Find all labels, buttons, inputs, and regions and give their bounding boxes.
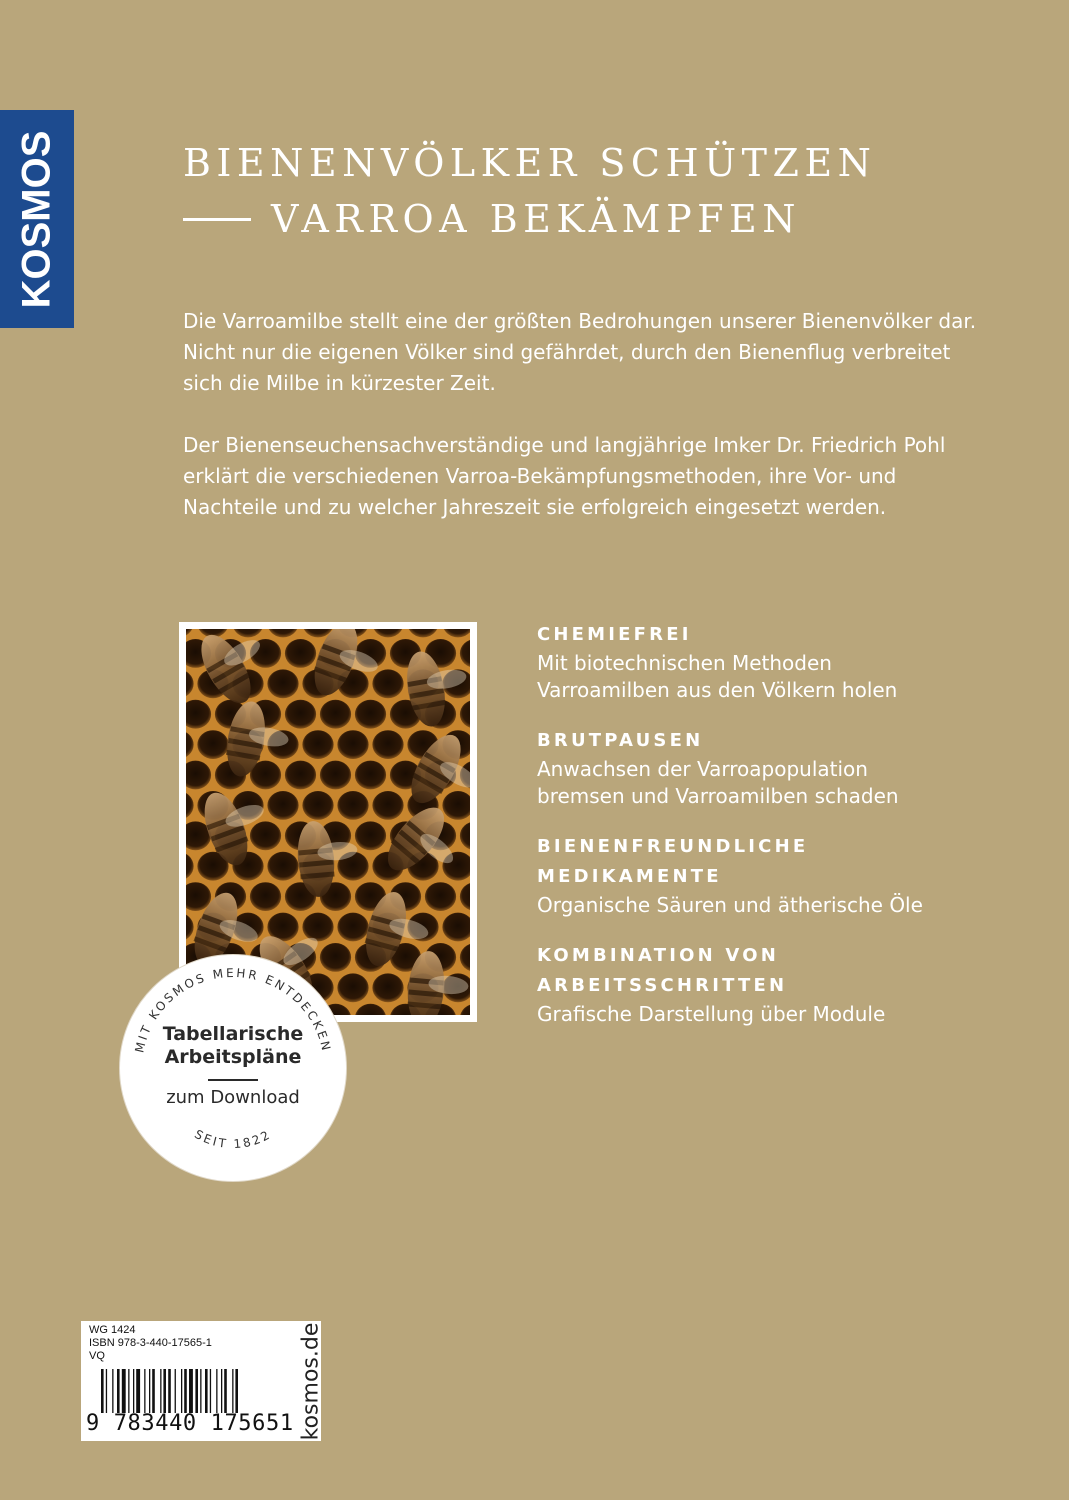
honeycomb-cell — [197, 730, 228, 759]
barcode-bar — [133, 1369, 134, 1413]
honeycomb-cell — [285, 639, 316, 668]
barcode-wg: WG 1424 — [89, 1324, 136, 1336]
barcode-bar — [136, 1369, 140, 1413]
honeycomb-cell — [320, 761, 351, 790]
feature-text: Mit biotechnischen Methoden Varroamilben aus den Völkern holen — [537, 651, 898, 702]
honeycomb-cell — [355, 761, 386, 790]
site-url-text: kosmos.de — [298, 1322, 324, 1440]
barcode-bar — [200, 1369, 201, 1413]
feature-item — [537, 941, 1017, 1028]
barcode-icon — [101, 1369, 293, 1417]
feature-item — [537, 620, 1017, 704]
barcode-bar — [117, 1369, 120, 1413]
barcode-code: VQ — [89, 1350, 105, 1362]
barcode-bar — [128, 1369, 129, 1413]
badge-arc-top: MIT KOSMOS MEHR ENTDECKEN — [132, 965, 334, 1055]
intro-paragraph-1: Die Varroamilbe stellt eine der größten Bedrohungen unserer Bienenvölker dar. Nicht nur die eigenen Völker sind gefährdet, durch den Bienenflug verbreitet sich die Milbe in kürzester Zeit. — [183, 309, 977, 395]
barcode-bar — [175, 1369, 176, 1413]
honeycomb-cell — [337, 730, 368, 759]
honeycomb-cell — [425, 882, 456, 911]
feature-title: BRUTPAUSEN — [537, 730, 704, 751]
badge-title: Tabellarische Arbeitspläne — [162, 1023, 304, 1068]
honeycomb-cell — [267, 791, 298, 820]
honeycomb-cell — [320, 700, 351, 729]
honeycomb-cell — [372, 669, 403, 698]
headline-line-1: BIENENVÖLKER SCHÜTZEN — [183, 141, 877, 185]
badge-divider — [208, 1079, 258, 1081]
honeycomb-cell — [302, 913, 333, 942]
barcode-bar — [216, 1369, 217, 1413]
feature-title: CHEMIEFREI — [537, 624, 692, 645]
barcode-bar — [152, 1369, 155, 1413]
honeycomb-cell — [372, 730, 403, 759]
feature-text: Organische Säuren und ätherische Öle — [537, 893, 923, 917]
honeycomb-cell — [337, 913, 368, 942]
honeycomb-cell — [355, 700, 386, 729]
publisher-logo-text: KOSMOS — [14, 130, 59, 308]
barcode-bar — [235, 1369, 238, 1413]
barcode-bar — [149, 1369, 150, 1413]
feature-title: KOMBINATION VON ARBEITSSCHRITTEN — [537, 945, 788, 996]
barcode-bar — [221, 1369, 222, 1413]
barcode-bar — [181, 1369, 182, 1413]
barcode-bar — [205, 1369, 208, 1413]
honeycomb-cell — [267, 852, 298, 881]
barcode-bar — [106, 1369, 107, 1413]
barcode-bar — [195, 1369, 198, 1413]
publisher-logo — [0, 110, 74, 328]
honeycomb-cell — [250, 821, 281, 850]
barcode-bar — [168, 1369, 171, 1413]
barcode-bar — [101, 1369, 104, 1413]
barcode-bar — [160, 1369, 161, 1413]
feature-item — [537, 726, 1017, 810]
honeycomb-cell — [285, 700, 316, 729]
site-url — [296, 1320, 326, 1442]
barcode-bar — [122, 1369, 126, 1413]
barcode-bar — [163, 1369, 166, 1413]
honeycomb-cell — [250, 882, 281, 911]
honeycomb-cell — [285, 761, 316, 790]
honeycomb-cell — [337, 791, 368, 820]
honeycomb-cell — [302, 730, 333, 759]
svg-text:SEIT 1822 — [192, 1127, 274, 1151]
barcode-bar — [112, 1369, 113, 1413]
barcode-bar — [189, 1369, 193, 1413]
intro-text — [183, 306, 983, 554]
download-badge — [119, 954, 347, 1182]
barcode-bar — [224, 1369, 227, 1413]
headline-line-2: VARROA BEKÄMPFEN — [271, 197, 801, 241]
honeycomb-cell — [267, 669, 298, 698]
headline-dash — [183, 218, 251, 221]
honeycomb-cell — [302, 791, 333, 820]
barcode-box — [81, 1321, 321, 1441]
barcode-bar — [210, 1369, 211, 1413]
feature-text: Anwachsen der Varroapopulation bremsen und Varroamilben schaden — [537, 757, 899, 808]
barcode-isbn: ISBN 978-3-440-17565-1 — [89, 1337, 212, 1349]
badge-subtitle: zum Download — [166, 1087, 300, 1108]
headline — [183, 135, 1023, 247]
feature-list — [537, 620, 1017, 1050]
honeycomb-cell — [355, 821, 386, 850]
honeycomb-cell — [372, 791, 403, 820]
barcode-digits: 9 783440 175651 — [86, 1411, 294, 1436]
feature-item — [537, 832, 1017, 919]
honeycomb-cell — [372, 973, 403, 1002]
badge-arc-bottom: SEIT 1822 — [192, 1127, 274, 1152]
feature-text: Grafische Darstellung über Module — [537, 1002, 886, 1026]
barcode-bar — [232, 1369, 233, 1413]
barcode-bar — [184, 1369, 187, 1413]
barcode-bar — [144, 1369, 145, 1413]
feature-title: BIENENFREUNDLICHE MEDIKAMENTE — [537, 836, 809, 887]
intro-paragraph-2: Der Bienenseuchensachverständige und langjährige Imker Dr. Friedrich Pohl erklärt die verschiedenen Varroa-Bekämpfungsmethoden, ihre Vor- und Nachteile und zu welcher Jahreszeit sie erfolgreich eingesetzt werden. — [183, 433, 946, 519]
